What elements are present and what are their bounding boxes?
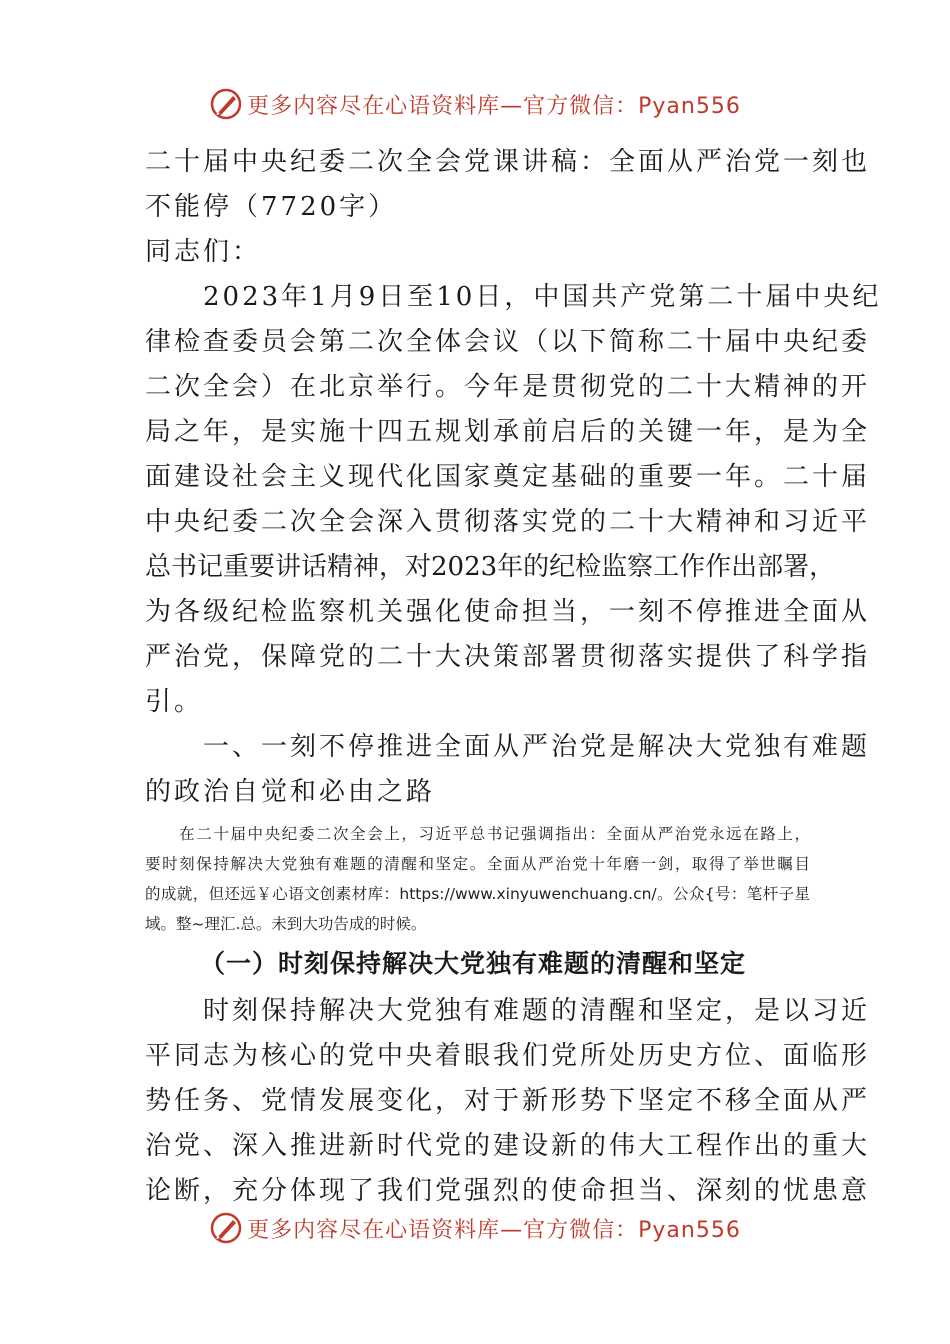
pen-logo-icon	[209, 87, 243, 121]
greeting: 同志们：	[145, 237, 262, 267]
paragraph-intro	[145, 275, 882, 725]
small-paragraph-line: 要时刻保持解决大党独有难题的清醒和坚定。全面从严治党十年磨一剑，取得了举世瞩目	[145, 855, 810, 873]
paragraph-line: 严治党，保障党的二十大决策部署贯彻落实提供了科学指	[145, 642, 871, 672]
paragraph-line: 律检查委员会第二次全体会议（以下简称二十届中央纪委	[145, 327, 871, 357]
heading-line: 的政治自觉和必由之路	[145, 777, 436, 807]
paragraph-line: 为各级纪检监察机关强化使命担当，一刻不停推进全面从	[145, 597, 871, 627]
title-line: 二十届中央纪委二次全会党课讲稿：全面从严治党一刻也	[145, 147, 871, 177]
small-paragraph	[145, 819, 810, 939]
heading-line: 一、一刻不停推进全面从严治党是解决大党独有难题	[145, 732, 871, 762]
banner-text: 更多内容尽在心语资料库—官方微信：Pyan556	[247, 93, 741, 119]
paragraph-line: 势任务、党情发展变化，对于新形势下坚定不移全面从严	[145, 1086, 871, 1116]
document-body	[145, 140, 882, 1214]
small-paragraph-line: 域。整~理汇.总。未到大功告成的时候。	[145, 915, 427, 933]
document-title	[145, 140, 871, 230]
paragraph-line: 二次全会）在北京举行。今年是贯彻党的二十大精神的开	[145, 372, 871, 402]
header-watermark-banner	[0, 84, 950, 124]
subheading: （一）时刻保持解决大党独有难题的清醒和坚定	[200, 949, 747, 978]
small-paragraph-line: 的成就，但还远￥心语文创素材库：https://www.xinyuwenchuang.cn/。公众{号：笔杆子星	[145, 885, 810, 903]
small-paragraph-line: 在二十届中央纪委二次全会上，习近平总书记强调指出：全面从严治党永远在路上，	[145, 825, 810, 843]
footer-watermark-banner	[0, 1208, 950, 1248]
paragraph-line: 引。	[145, 687, 204, 717]
paragraph-line: 平同志为核心的党中央着眼我们党所处历史方位、面临形	[145, 1041, 871, 1071]
paragraph-line: 时刻保持解决大党独有难题的清醒和坚定，是以习近	[145, 996, 871, 1026]
paragraph-line: 论断，充分体现了我们党强烈的使命担当、深刻的忧患意	[145, 1176, 871, 1206]
paragraph-line: 治党、深入推进新时代党的建设新的伟大工程作出的重大	[145, 1131, 871, 1161]
section-heading-1	[145, 725, 871, 815]
paragraph-line: 2023年1月9日至10日，中国共产党第二十届中央纪	[145, 282, 882, 312]
paragraph-line: 总书记重要讲话精神，对2023年的纪检监察工作作出部署，	[145, 552, 836, 582]
pen-logo-icon	[209, 1211, 243, 1245]
banner-text: 更多内容尽在心语资料库—官方微信：Pyan556	[247, 1217, 741, 1243]
paragraph-line: 局之年，是实施十四五规划承前启后的关键一年，是为全	[145, 417, 871, 447]
title-line: 不能停（7720字）	[145, 192, 398, 222]
paragraph-line: 中央纪委二次全会深入贯彻落实党的二十大精神和习近平	[145, 507, 871, 537]
paragraph-line: 面建设社会主义现代化国家奠定基础的重要一年。二十届	[145, 462, 871, 492]
paragraph-2	[145, 989, 871, 1214]
